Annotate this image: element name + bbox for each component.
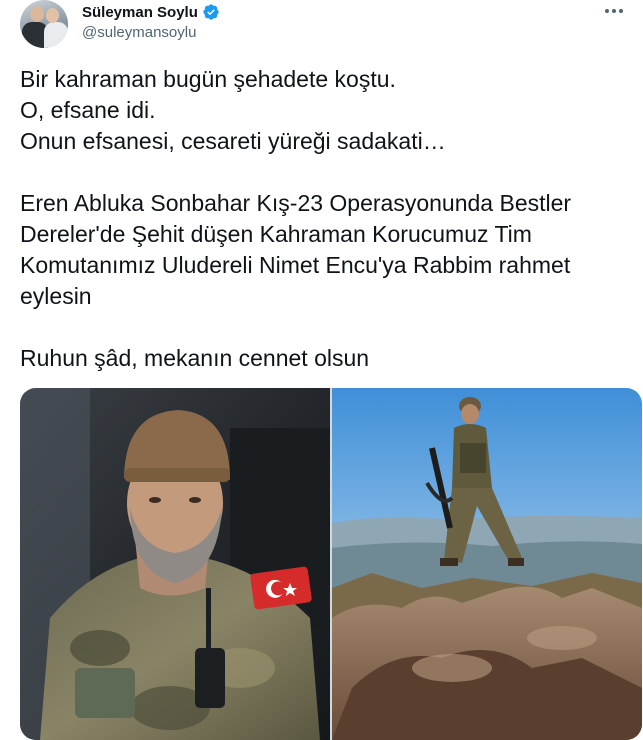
tweet-media [20, 388, 642, 740]
tweet-line: Komutanımız Uludereli Nimet Encu'ya Rabbim rahmet [20, 252, 571, 278]
tweet-line: Dereler'de Şehit düşen Kahraman Korucumuz Tim [20, 221, 532, 247]
tweet-line: Bir kahraman bugün şehadete koştu. [20, 66, 396, 92]
verified-badge-icon [202, 3, 220, 21]
display-name[interactable]: Süleyman Soylu [82, 3, 198, 21]
mountain-soldier-photo[interactable] [332, 388, 642, 740]
tweet-line: eylesin [20, 283, 92, 309]
tweet-text [20, 64, 630, 374]
tweet-line: Onun efsanesi, cesareti yüreği sadakati… [20, 128, 446, 154]
more-options-icon[interactable] [599, 0, 629, 22]
portrait-photo[interactable] [20, 388, 330, 740]
author-handle[interactable]: @suleymansoylu [82, 24, 197, 41]
tweet-line: Ruhun şâd, mekanın cennet olsun [20, 345, 370, 371]
author-name-row[interactable] [82, 0, 220, 24]
tweet-line: O, efsane idi. [20, 97, 156, 123]
tweet-line: Eren Abluka Sonbahar Kış-23 Operasyonunda Bestler [20, 190, 572, 216]
avatar[interactable] [20, 0, 68, 48]
